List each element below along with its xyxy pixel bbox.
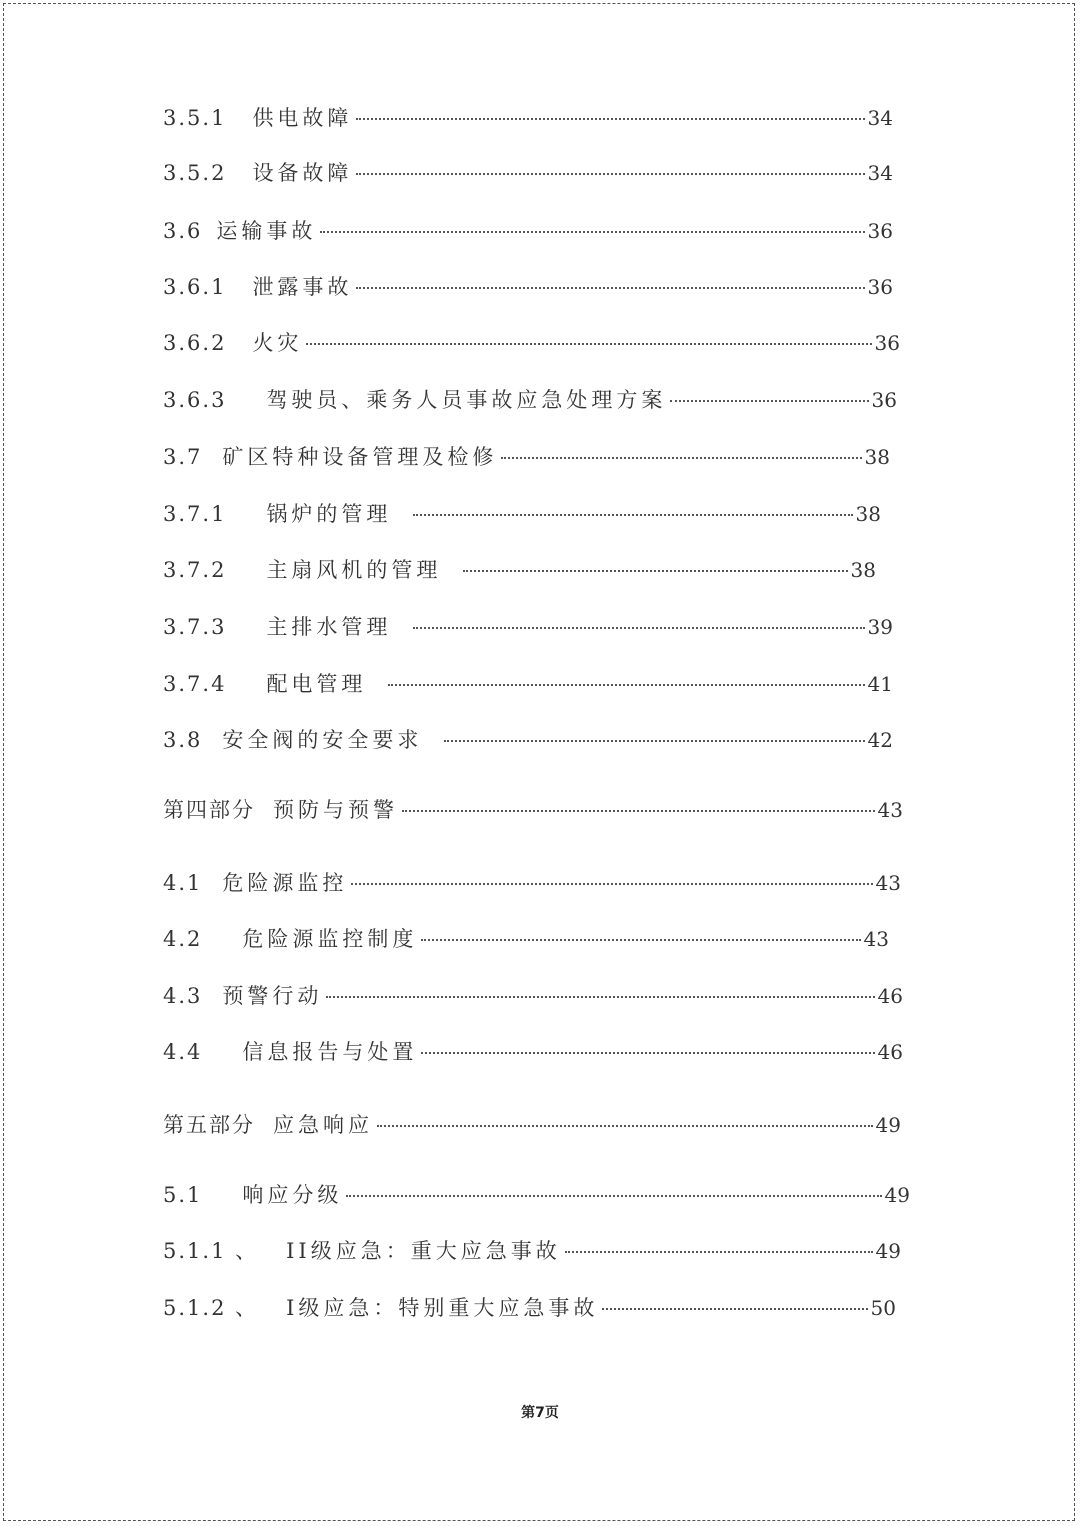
toc-entry[interactable] xyxy=(163,214,893,248)
toc-entry-title: 主排水管理 xyxy=(266,615,392,639)
toc-entry[interactable] xyxy=(163,497,881,531)
toc-entry-number: 5.1 xyxy=(163,1183,203,1207)
toc-entry-title: 预警行动 xyxy=(222,984,323,1008)
toc-leader-dots xyxy=(388,684,864,686)
toc-entry[interactable] xyxy=(163,101,893,135)
toc-entry-title: 危险源监控 xyxy=(222,871,348,895)
toc-entry-page: 42 xyxy=(867,728,893,752)
toc-entry[interactable] xyxy=(163,270,893,304)
toc-entry-page: 38 xyxy=(850,558,876,582)
toc-entry-number: 4.1 xyxy=(163,871,203,895)
toc-entry-number: 5.1.1 、 xyxy=(163,1239,259,1263)
toc-leader-dots xyxy=(326,996,874,998)
toc-entry-title: 供电故障 xyxy=(252,106,353,130)
toc-entry-page: 46 xyxy=(877,984,903,1008)
toc-entry-title: II级应急：重大应急事故 xyxy=(286,1239,561,1263)
toc-entry-number: 3.7.4 xyxy=(163,672,227,696)
toc-leader-dots xyxy=(356,118,864,120)
toc-entry-number: 3.7.2 xyxy=(163,558,227,582)
toc-entry[interactable] xyxy=(163,793,903,827)
toc-entry[interactable] xyxy=(163,922,889,956)
toc-leader-dots xyxy=(320,231,864,233)
toc-entry[interactable] xyxy=(163,1234,901,1268)
toc-leader-dots xyxy=(377,1125,873,1127)
toc-leader-dots xyxy=(351,883,872,885)
toc-entry-number: 第四部分 xyxy=(163,798,255,822)
toc-entry-page: 46 xyxy=(877,1040,903,1064)
toc-leader-dots xyxy=(421,1052,874,1054)
toc-entry[interactable] xyxy=(163,156,893,190)
toc-leader-dots xyxy=(413,514,852,516)
toc-entry-number: 3.7.3 xyxy=(163,615,227,639)
page-number-footer: 第7页 xyxy=(521,1405,559,1421)
toc-entry-page: 38 xyxy=(864,445,890,469)
toc-entry-number: 3.6.1 xyxy=(163,275,227,299)
toc-entry-title: 驾驶员、乘务人员事故应急处理方案 xyxy=(266,388,667,412)
toc-entry-title: 安全阀的安全要求 xyxy=(222,728,423,752)
toc-entry-page: 43 xyxy=(877,798,903,822)
toc-entry-title: 预防与预警 xyxy=(273,798,398,822)
toc-entry-page: 43 xyxy=(863,927,889,951)
toc-entry-title: 响应分级 xyxy=(242,1183,343,1207)
toc-entry-number: 3.5.1 xyxy=(163,106,227,130)
toc-entry[interactable] xyxy=(163,326,900,360)
toc-leader-dots xyxy=(306,343,871,345)
toc-entry-page: 49 xyxy=(884,1183,910,1207)
toc-entry[interactable] xyxy=(163,1291,896,1325)
toc-entry[interactable] xyxy=(163,553,876,587)
toc-entry[interactable] xyxy=(163,723,893,757)
toc-entry-number: 4.3 xyxy=(163,984,203,1008)
toc-entry-number: 5.1.2 、 xyxy=(163,1296,259,1320)
toc-entry-title: 主扇风机的管理 xyxy=(266,558,442,582)
toc-leader-dots xyxy=(501,457,861,459)
toc-leader-dots xyxy=(356,173,864,175)
toc-entry-page: 41 xyxy=(867,672,893,696)
toc-entry-title: 运输事故 xyxy=(216,219,317,243)
toc-entry[interactable] xyxy=(163,866,901,900)
toc-entry-number: 3.7.1 xyxy=(163,502,227,526)
toc-leader-dots xyxy=(346,1195,881,1197)
toc-entry-title: 信息报告与处置 xyxy=(242,1040,418,1064)
toc-entry-title: 泄露事故 xyxy=(252,275,353,299)
toc-leader-dots xyxy=(602,1308,867,1310)
toc-entry-number: 3.6.3 xyxy=(163,388,227,412)
toc-entry-title: 锅炉的管理 xyxy=(266,502,392,526)
toc-entry-title: 设备故障 xyxy=(252,161,353,185)
toc-entry-page: 38 xyxy=(855,502,881,526)
toc-entry[interactable] xyxy=(163,383,897,417)
toc-entry[interactable] xyxy=(163,1108,901,1142)
toc-leader-dots xyxy=(444,740,864,742)
toc-entry[interactable] xyxy=(163,979,903,1013)
toc-entry-title: 火灾 xyxy=(252,331,303,355)
toc-leader-dots xyxy=(421,939,860,941)
toc-entry-title: 配电管理 xyxy=(266,672,367,696)
toc-entry-page: 36 xyxy=(871,388,897,412)
toc-leader-dots xyxy=(463,570,847,572)
toc-entry-page: 39 xyxy=(867,615,893,639)
toc-entry-number: 3.7 xyxy=(163,445,203,469)
toc-entry[interactable] xyxy=(163,1035,903,1069)
toc-entry-title: 应急响应 xyxy=(273,1113,373,1137)
toc-entry-number: 3.5.2 xyxy=(163,161,227,185)
toc-entry[interactable] xyxy=(163,1178,910,1212)
toc-entry-page: 49 xyxy=(875,1239,901,1263)
toc-entry[interactable] xyxy=(163,610,893,644)
toc-entry-title: I级应急：特别重大应急事故 xyxy=(286,1296,599,1320)
toc-leader-dots xyxy=(670,400,868,402)
toc-entry-number: 第五部分 xyxy=(163,1113,255,1137)
toc-entry-page: 49 xyxy=(875,1113,901,1137)
toc-entry[interactable] xyxy=(163,440,890,474)
toc-leader-dots xyxy=(565,1251,873,1253)
toc-entry-number: 4.2 xyxy=(163,927,203,951)
toc-entry-page: 36 xyxy=(867,219,893,243)
toc-entry-page: 34 xyxy=(867,106,893,130)
toc-entry-number: 3.8 xyxy=(163,728,203,752)
toc-entry-number: 3.6 xyxy=(163,219,203,243)
toc-entry-page: 34 xyxy=(867,161,893,185)
toc-entry-page: 43 xyxy=(875,871,901,895)
toc-leader-dots xyxy=(356,287,864,289)
toc-entry[interactable] xyxy=(163,667,893,701)
toc-entry-title: 危险源监控制度 xyxy=(242,927,418,951)
toc-entry-page: 50 xyxy=(870,1296,896,1320)
toc-leader-dots xyxy=(413,627,864,629)
toc-entry-title: 矿区特种设备管理及检修 xyxy=(222,445,498,469)
toc-entry-page: 36 xyxy=(874,331,900,355)
toc-leader-dots xyxy=(402,810,875,812)
toc-entry-number: 3.6.2 xyxy=(163,331,227,355)
toc-entry-page: 36 xyxy=(867,275,893,299)
toc-entry-number: 4.4 xyxy=(163,1040,203,1064)
